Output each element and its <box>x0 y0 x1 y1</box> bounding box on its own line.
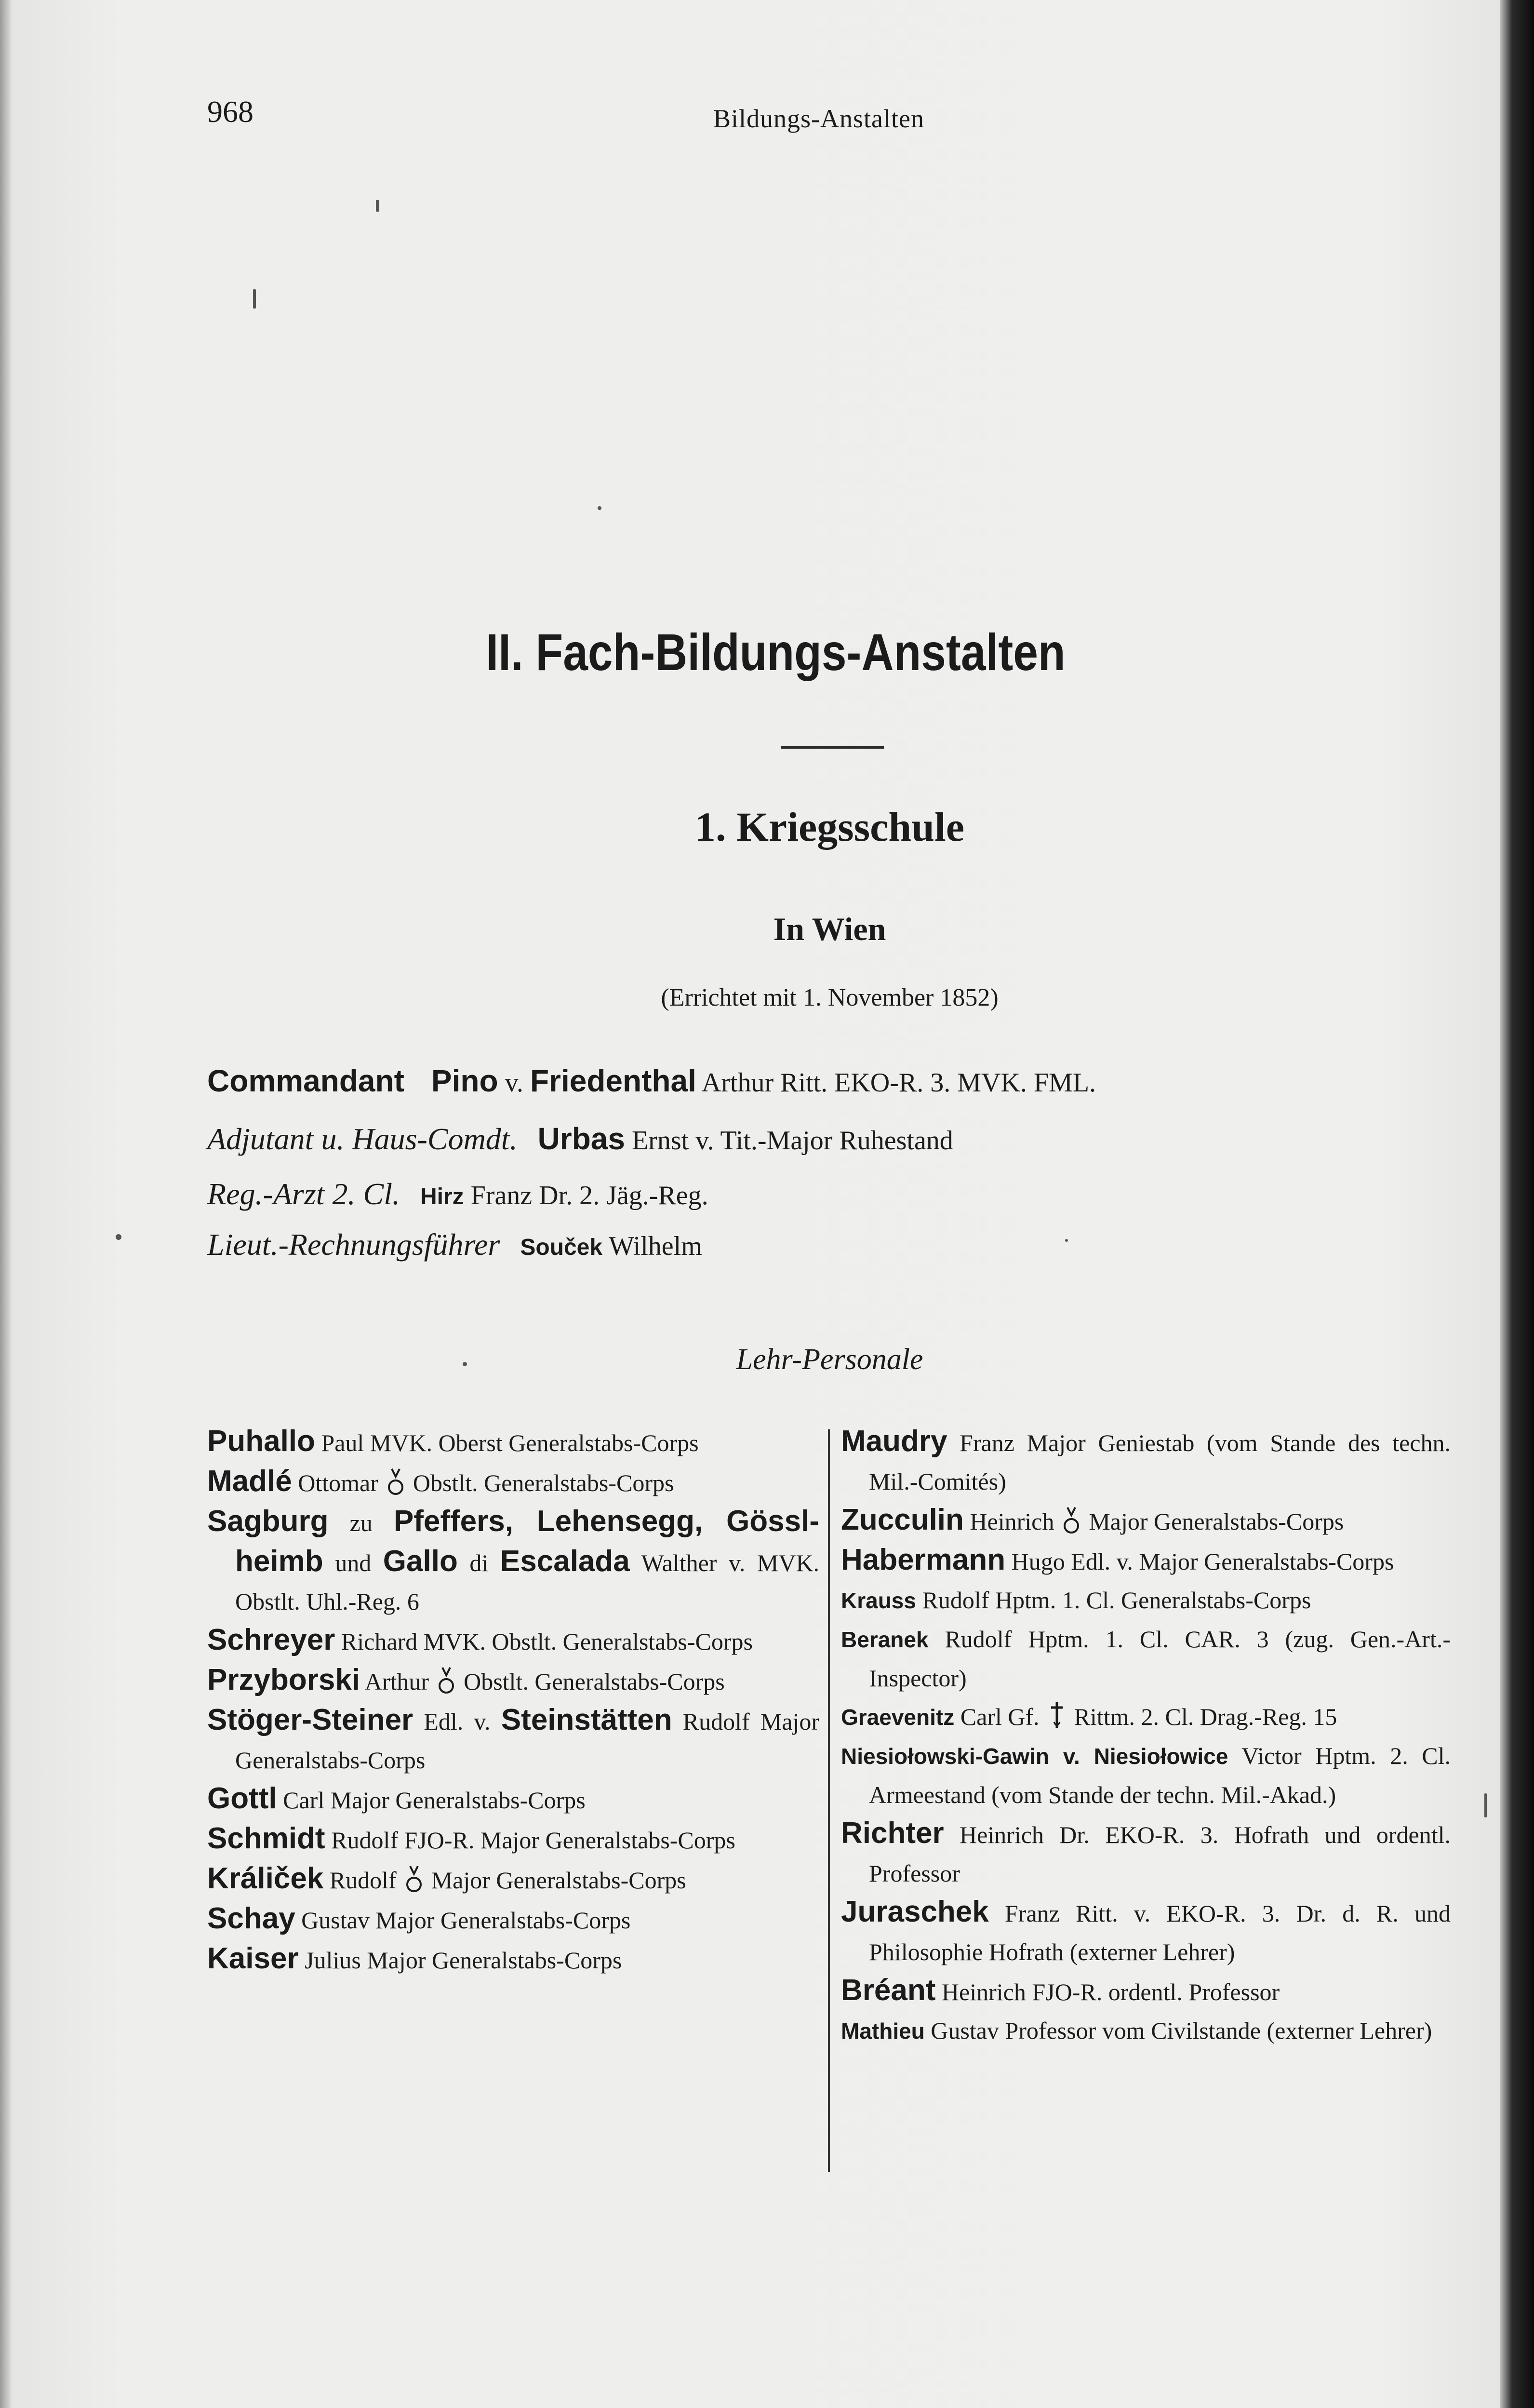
staff-particle: v. <box>505 1068 523 1098</box>
scan-speck <box>1484 1793 1487 1817</box>
list-item <box>207 1422 819 1462</box>
staff-name: Pino <box>431 1063 498 1098</box>
entry-text: Walther v. MVK. Obstlt. Uhl.-Reg. 6 <box>235 1549 820 1615</box>
list-item <box>207 1859 819 1899</box>
list-item <box>207 1939 819 1979</box>
entry-name: Zucculin <box>841 1503 964 1536</box>
entry-text: zu <box>349 1509 373 1536</box>
list-item <box>207 1819 819 1859</box>
staff-reg-arzt <box>207 1176 708 1212</box>
entry-text: Paul MVK. Oberst Generalstabs-Corps <box>321 1429 699 1456</box>
entry-name: Schmidt <box>207 1822 325 1855</box>
entry-text: Franz Ritt. v. EKO-R. 3. Dr. d. R. und Philosophie Hofrath (externer Lehrer) <box>869 1900 1451 1965</box>
list-item <box>207 1502 819 1621</box>
list-item <box>841 1814 1451 1893</box>
scan-speck <box>253 289 256 309</box>
entry-name: Gallo <box>383 1545 458 1578</box>
entry-text: Obstlt. Generalstabs-Corps <box>464 1668 725 1695</box>
entry-name: Kaiser <box>207 1942 299 1975</box>
entry-text: Hugo Edl. v. Major Generalstabs-Corps <box>1011 1548 1394 1575</box>
list-item <box>207 1661 819 1701</box>
staff-role: Adjutant u. Haus-Comdt. <box>207 1122 518 1156</box>
entry-text: Carl Major Generalstabs-Corps <box>283 1787 586 1814</box>
staff-rechnungsfuehrer <box>207 1227 702 1263</box>
running-title: Bildungs-Anstalten <box>713 104 924 133</box>
entry-name: Pfeffers, Lehensegg, Gössl-heimb <box>235 1505 820 1578</box>
entry-name: Escalada <box>500 1545 630 1578</box>
entry-name: Graevenitz <box>841 1705 955 1730</box>
school-location: In Wien <box>773 911 886 947</box>
order-cross-icon <box>401 1863 427 1893</box>
entry-text: Rudolf FJO-R. Major Generalstabs-Corps <box>331 1827 735 1854</box>
right-column <box>841 1422 1451 2050</box>
entry-name: Maudry <box>841 1425 947 1458</box>
staff-name: Urbas <box>537 1121 625 1156</box>
column-divider <box>828 1429 830 2172</box>
scan-speck <box>116 1234 121 1240</box>
list-item <box>841 1893 1451 1971</box>
page-right-edge-shadow <box>1500 0 1534 2408</box>
list-item <box>841 1581 1451 1620</box>
staff-name: Souček <box>520 1235 603 1260</box>
list-item <box>841 1501 1451 1541</box>
entry-name: Przyborski <box>207 1663 360 1696</box>
staff-detail: Franz Dr. 2. Jäg.-Reg. <box>470 1181 708 1211</box>
list-item <box>841 1422 1451 1501</box>
entry-text: Rudolf Hptm. 1. Cl. Generalstabs-Corps <box>922 1587 1311 1614</box>
scan-speck <box>1065 1239 1068 1242</box>
order-cross-icon <box>434 1665 459 1695</box>
scan-speck <box>376 200 379 212</box>
order-cross-icon <box>1059 1505 1084 1534</box>
entry-name: Juraschek <box>841 1895 989 1928</box>
entry-text: Julius Major Generalstabs-Corps <box>305 1947 622 1974</box>
entry-text: Carl Gf. <box>960 1703 1040 1730</box>
entry-text: Victor Hptm. 2. Cl. Armeestand (vom Stande der techn. Mil.-Akad.) <box>869 1742 1451 1808</box>
list-item <box>841 1541 1451 1581</box>
entry-name: Králiček <box>207 1862 324 1895</box>
entry-name: Mathieu <box>841 2018 925 2044</box>
entry-text: Gustav Major Generalstabs-Corps <box>301 1907 631 1934</box>
list-item <box>207 1462 819 1502</box>
entry-name: Puhallo <box>207 1425 315 1458</box>
staff-name: Hirz <box>420 1184 464 1210</box>
staff-detail: Arthur Ritt. EKO-R. 3. MVK. FML. <box>701 1068 1096 1098</box>
entry-text: Gustav Professor vom Civilstande (externer Lehrer) <box>931 2017 1432 2044</box>
section-title: II. Fach-Bildungs-Anstalten <box>486 623 1066 681</box>
entry-text: Rudolf Major Generalstabs-Corps <box>235 1708 820 1774</box>
entry-name: Habermann <box>841 1543 1006 1576</box>
list-item <box>207 1899 819 1939</box>
page-number: 968 <box>207 94 253 129</box>
entry-text: Rudolf <box>329 1867 397 1894</box>
list-item <box>207 1779 819 1819</box>
entry-name: Madlé <box>207 1465 292 1498</box>
entry-text: Rudolf Hptm. 1. Cl. CAR. 3 (zug. Gen.-Art.-Inspector) <box>869 1626 1451 1692</box>
page-left-edge <box>0 0 12 2408</box>
entry-name: Stöger-Steiner <box>207 1703 414 1736</box>
entry-name: Schreyer <box>207 1623 335 1656</box>
school-title: 1. Kriegsschule <box>695 804 964 850</box>
list-item <box>841 2011 1451 2050</box>
entry-name: Niesiołowski-Gawin v. Niesiołowice <box>841 1744 1228 1769</box>
entry-text: Rittm. 2. Cl. Drag.-Reg. 15 <box>1074 1703 1337 1730</box>
staff-detail: Ernst v. Tit.-Major Ruhestand <box>631 1126 953 1156</box>
entry-name: Gottl <box>207 1782 277 1815</box>
entry-name: Steinstätten <box>501 1703 672 1736</box>
entry-text: Heinrich Dr. EKO-R. 3. Hofrath und ordentl. Professor <box>869 1821 1451 1887</box>
entry-text: Heinrich FJO-R. ordentl. Professor <box>941 1978 1280 2005</box>
staff-role: Lieut.-Rechnungsführer <box>207 1227 500 1262</box>
list-item <box>207 1621 819 1661</box>
entry-text: Major Generalstabs-Corps <box>1089 1508 1344 1535</box>
entry-text: Heinrich <box>970 1508 1054 1535</box>
staff-adjutant <box>207 1121 953 1157</box>
entry-name: Beranek <box>841 1627 929 1652</box>
entry-text: Ottomar <box>298 1469 378 1496</box>
title-rule <box>781 746 884 749</box>
list-item <box>841 1697 1451 1736</box>
entry-text: di <box>469 1549 489 1576</box>
entry-text: Edl. v. <box>424 1708 491 1735</box>
staff-name: Friedenthal <box>530 1063 696 1098</box>
scan-speck <box>598 506 601 510</box>
staff-detail: Wilhelm <box>609 1231 702 1261</box>
entry-text: Major Generalstabs-Corps <box>431 1867 686 1894</box>
list-item <box>207 1701 819 1779</box>
order-cross-icon <box>383 1466 408 1496</box>
entry-text: Richard MVK. Obstlt. Generalstabs-Corps <box>341 1628 753 1655</box>
entry-text: Franz Major Geniestab (vom Stande des techn. Mil.-Comités) <box>869 1429 1451 1495</box>
entry-name: Bréant <box>841 1974 936 2007</box>
entry-name: Sagburg <box>207 1505 329 1538</box>
entry-text: Obstlt. Generalstabs-Corps <box>413 1469 674 1496</box>
lehr-personale-heading: Lehr-Personale <box>736 1343 923 1376</box>
cross-dagger-icon <box>1044 1700 1069 1730</box>
staff-role: Reg.-Arzt 2. Cl. <box>207 1177 400 1211</box>
entry-name: Krauss <box>841 1588 916 1613</box>
entry-name: Richter <box>841 1816 944 1850</box>
list-item <box>841 1620 1451 1697</box>
left-column <box>207 1422 819 1979</box>
staff-role: Commandant <box>207 1063 404 1098</box>
list-item <box>841 1971 1451 2011</box>
entry-text: und <box>335 1549 372 1576</box>
list-item <box>841 1736 1451 1814</box>
entry-text: Arthur <box>364 1668 429 1695</box>
staff-commandant <box>207 1063 1096 1099</box>
entry-name: Schay <box>207 1902 295 1935</box>
school-founded: (Errichtet mit 1. November 1852) <box>661 984 999 1011</box>
